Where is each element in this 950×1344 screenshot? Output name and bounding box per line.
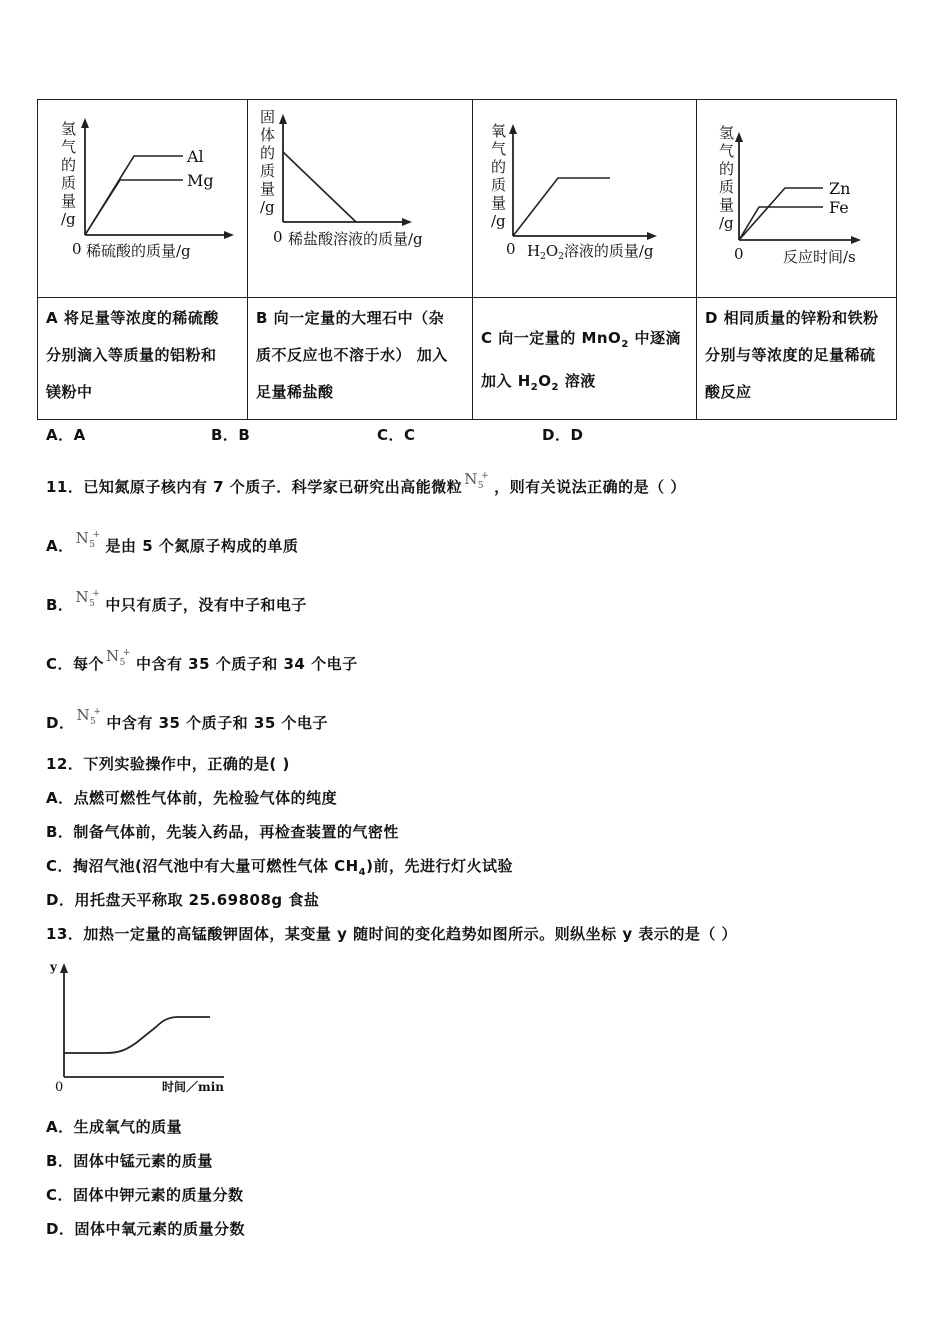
graph-a-xlabel: 稀硫酸的质量/g — [86, 242, 191, 260]
q13-graph-ylabel: y — [50, 960, 57, 974]
q13-option-c[interactable]: C．固体中钾元素的质量分数 — [46, 1186, 244, 1204]
q13-graph-xlabel: 时间／min — [162, 1080, 224, 1094]
q13-graph-origin: 0 — [55, 1080, 64, 1095]
graph-b-xlabel: 稀盐酸溶液的质量/g — [288, 230, 423, 248]
graph-b-origin: 0 — [273, 228, 283, 246]
q12-stem: 12．下列实验操作中，正确的是( ) — [46, 755, 290, 773]
graph-d-series-zn: Zn — [829, 179, 851, 198]
desc-d: D 相同质量的锌粉和铁粉 分别与等浓度的足量稀硫 酸反应 — [705, 309, 879, 401]
q13-option-b[interactable]: B．固体中锰元素的质量 — [46, 1152, 213, 1170]
n5-formula: $N_5^+$ — [75, 588, 101, 609]
graph-c-xlabel: $H_2O_2$溶液的质量/g — [527, 242, 654, 262]
graph-d-ylabel: 氢气的质量/g — [719, 124, 735, 232]
desc-c: C 向一定量的 MnO$_2$ 中逐滴 加入 $H_2O_2$ 溶液 — [481, 329, 682, 393]
n5-formula: $N_5^+$ — [76, 706, 102, 727]
graph-d-origin: 0 — [734, 245, 744, 263]
n5-formula: $N_5^+$ — [464, 470, 490, 491]
q11-option-a[interactable]: A． $N_5^+$是由 5 个氮原子构成的单质 — [46, 529, 299, 555]
q11-option-c[interactable]: C．每个 $N_5^+$中含有 35 个质子和 34 个电子 — [46, 647, 358, 673]
q13-stem: 13．加热一定量的高锰酸钾固体，某变量 y 随时间的变化趋势如图所示。则纵坐标 y 表示的是（ ） — [46, 925, 738, 943]
desc-a-cell — [38, 298, 248, 420]
graph-d-cell — [697, 100, 897, 298]
graph-a — [38, 100, 248, 297]
graph-b-cell — [248, 100, 473, 298]
graph-b — [248, 100, 473, 297]
q10-choice-a[interactable]: A．A — [46, 426, 86, 444]
q12-option-c[interactable]: C．掏沼气池(沼气池中有大量可燃性气体 $CH_4$)前，先进行灯火试验 — [46, 857, 513, 878]
graph-d-series-fe: Fe — [829, 198, 849, 217]
q11-option-d[interactable]: D． $N_5^+$中含有 35 个质子和 35 个电子 — [46, 706, 328, 732]
graph-c-ylabel: 氧气的质量/g — [491, 122, 507, 230]
q10-choice-b[interactable]: B．B — [211, 426, 251, 444]
desc-d-cell — [697, 298, 897, 420]
n5-formula: $N_5^+$ — [106, 647, 131, 668]
q12-option-a[interactable]: A．点燃可燃性气体前，先检验气体的纯度 — [46, 789, 338, 807]
graph-a-ylabel: 氢气的质量/g — [61, 120, 77, 228]
q12-option-b[interactable]: B．制备气体前，先装入药品，再检查装置的气密性 — [46, 823, 399, 841]
q10-choice-c[interactable]: C．C — [377, 426, 416, 444]
desc-b-cell — [248, 298, 473, 420]
graph-c — [473, 100, 697, 297]
desc-b: B 向一定量的大理石中（杂 质不反应也不溶于水） 加入 足量稀盐酸 — [256, 309, 448, 401]
q11-stem: 11．已知氮原子核内有 7 个质子．科学家已研究出高能微粒 $N_5^+$，则有关说法正确的是（ ） — [46, 470, 686, 496]
n5-formula: $N_5^+$ — [75, 529, 101, 550]
q12-option-d[interactable]: D．用托盘天平称取 25.69808g 食盐 — [46, 891, 320, 909]
q10-choice-d[interactable]: D．D — [542, 426, 584, 444]
graph-c-cell — [473, 100, 697, 298]
q11-option-b[interactable]: B． $N_5^+$中只有质子，没有中子和电子 — [46, 588, 307, 614]
graph-a-cell — [38, 100, 248, 298]
q10-answer-choices — [46, 424, 583, 445]
graph-a-series-al: Al — [187, 147, 204, 166]
graph-d-xlabel: 反应时间/s — [783, 248, 856, 266]
q10-options-table — [37, 99, 897, 420]
desc-c-cell — [473, 298, 697, 420]
graph-b-ylabel: 固体的质量/g — [260, 108, 276, 216]
graph-a-series-mg: Mg — [187, 171, 214, 190]
q13-option-d[interactable]: D．固体中氧元素的质量分数 — [46, 1220, 245, 1238]
graph-a-origin: 0 — [72, 240, 82, 258]
graph-d — [697, 100, 897, 297]
graph-c-origin: 0 — [506, 240, 516, 258]
q13-option-a[interactable]: A．生成氧气的质量 — [46, 1118, 183, 1136]
q13-graph — [44, 955, 234, 1095]
desc-a: A 将足量等浓度的稀硫酸 分别滴入等质量的铝粉和 镁粉中 — [46, 309, 219, 401]
